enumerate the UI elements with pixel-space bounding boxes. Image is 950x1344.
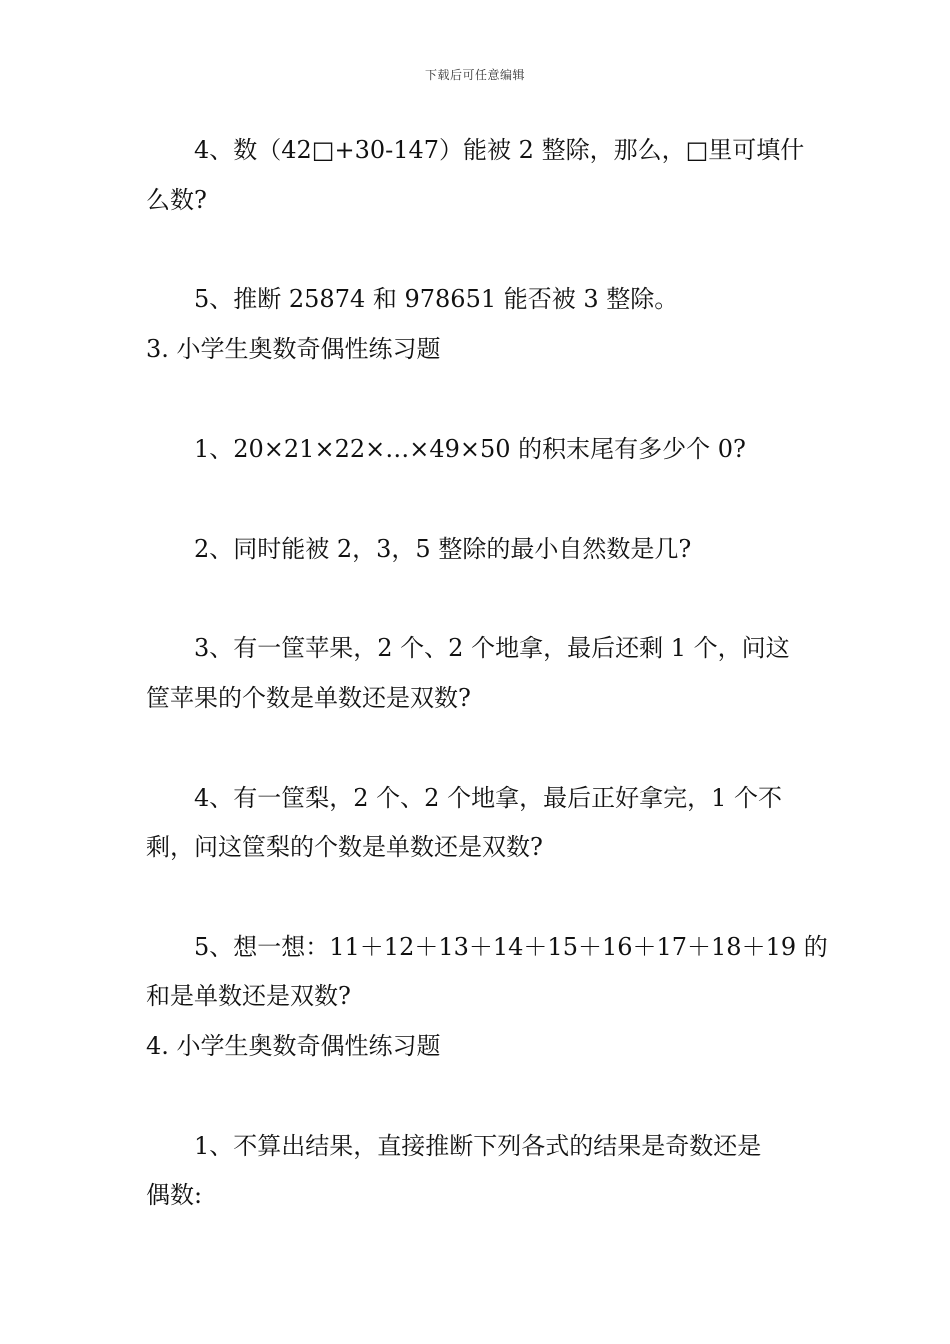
question-line: 4、数（42□+30-147）能被 2 整除，那么，□里可填什	[194, 136, 805, 164]
question-line: 么数?	[146, 186, 207, 214]
question-line: 偶数:	[146, 1181, 203, 1209]
question-line: 筐苹果的个数是单数还是双数?	[146, 684, 471, 712]
question-line: 3、有一筐苹果，2 个、2 个地拿，最后还剩 1 个，问这	[194, 634, 790, 662]
question-line: 4、有一筐梨，2 个、2 个地拿，最后正好拿完，1 个不	[194, 784, 782, 812]
question-line: 5、推断 25874 和 978651 能否被 3 整除。	[194, 285, 679, 313]
page-header: 下载后可任意编辑	[424, 68, 525, 82]
question-line: 2、同时能被 2，3，5 整除的最小自然数是几?	[194, 535, 692, 563]
question-line: 5、想一想：11＋12＋13＋14＋15＋16＋17＋18＋19 的	[194, 933, 828, 961]
section-title: 3. 小学生奥数奇偶性练习题	[146, 335, 441, 363]
question-line: 和是单数还是双数?	[146, 982, 351, 1010]
question-line: 1、20×21×22×…×49×50 的积末尾有多少个 0?	[194, 435, 746, 463]
question-line: 1、不算出结果，直接推断下列各式的结果是奇数还是	[194, 1132, 762, 1160]
question-line: 剩，问这筐梨的个数是单数还是双数?	[146, 833, 543, 861]
section-title: 4. 小学生奥数奇偶性练习题	[146, 1032, 441, 1060]
